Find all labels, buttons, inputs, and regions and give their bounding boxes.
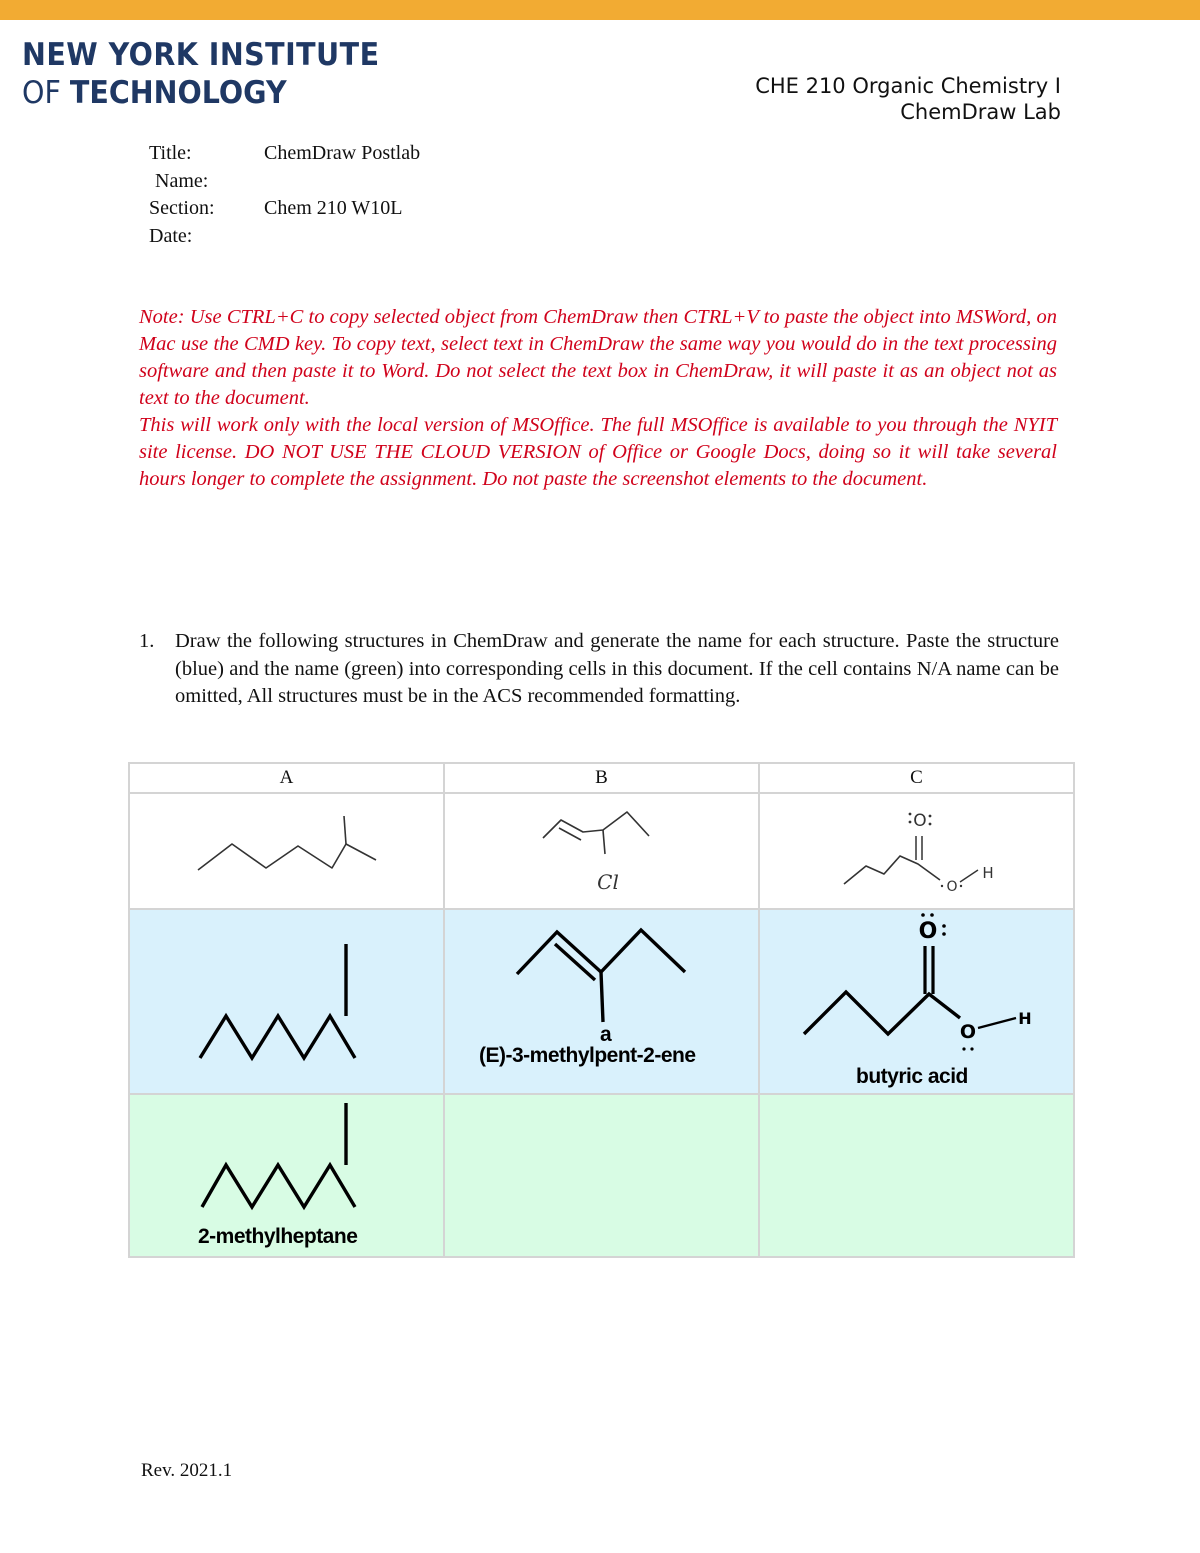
logo-of: OF — [22, 75, 61, 111]
section-label: Section: — [149, 197, 215, 219]
course-title: CHE 210 Organic Chemistry I — [755, 74, 1061, 98]
question-number: 1. — [139, 630, 155, 652]
structure-c-name: butyric acid — [856, 1065, 968, 1088]
logo-line-1: NEW YORK INSTITUTE — [22, 37, 380, 73]
course-subtitle: ChemDraw Lab — [900, 100, 1061, 124]
name-cell-c[interactable] — [759, 1094, 1074, 1257]
instruction-note — [139, 304, 1057, 493]
structure-row — [129, 909, 1074, 1094]
date-label: Date: — [149, 224, 193, 247]
note-paragraph-2: This will work only with the local version of MSOffice. The full MSOffice is available to you through the NYIT site license. DO NOT USE THE CLOUD VERSION of Office or Google Docs, doing so it will take several hours longer to complete the assignment. Do not paste the screenshot elements to the document. — [139, 414, 1057, 490]
hand-drawn-a — [129, 793, 444, 909]
name-cell-a[interactable] — [129, 1094, 444, 1257]
nyit-logo — [22, 36, 411, 112]
hand-drawn-row — [129, 793, 1074, 909]
structures-table — [128, 762, 1075, 1258]
name-cell-b[interactable] — [444, 1094, 759, 1257]
question-text: Draw the following structures in ChemDraw and generate the name for each structure. Paste the structure (blue) and the name (green) into corresponding cells in this document. If the cell contains N/A name can be omitted, All structures must be in the ACS recommended formatting. — [175, 630, 1059, 707]
hand-c-oxygen-top: O — [913, 811, 927, 831]
course-heading — [755, 73, 1061, 125]
structure-cell-c[interactable] — [759, 909, 1074, 1094]
revision-footer: Rev. 2021.1 — [141, 1460, 233, 1481]
structure-cell-b[interactable] — [444, 909, 759, 1094]
logo-technology: TECHNOLOGY — [69, 75, 287, 111]
logo-line-2 — [22, 74, 380, 112]
structure-cell-a[interactable] — [129, 909, 444, 1094]
structure-c-oxygen-top: O — [918, 919, 938, 944]
hand-drawn-structure-b — [445, 794, 758, 908]
structure-c-oxygen-bottom: O — [959, 1021, 977, 1043]
note-paragraph-1: Note: Use CTRL+C to copy selected object from ChemDraw then CTRL+V to paste the object into MSWord, on Mac use the CMD key. To copy text, select text in ChemDraw the same way you would do in the text processing software and then paste it to Word. Do not select the text box in ChemDraw, it will paste it as an object not as text to the document. — [139, 306, 1057, 409]
name-a-label: 2-methylheptane — [198, 1225, 358, 1248]
structure-b-name: (E)-3-methylpent-2-ene — [479, 1044, 696, 1067]
hand-drawn-structure-a — [130, 794, 443, 908]
name-label: Name: — [155, 169, 209, 192]
title-value[interactable]: ChemDraw Postlab — [264, 142, 421, 164]
structure-c-hydrogen: H — [1018, 1009, 1032, 1028]
structure-b-atom-label: a — [600, 1023, 612, 1046]
brand-top-bar — [0, 0, 1200, 20]
hand-b-substituent: Cl — [597, 870, 619, 894]
section-value[interactable]: Chem 210 W10L — [264, 197, 403, 219]
chemdraw-structure-a — [130, 910, 443, 1093]
hand-c-hydrogen: H — [982, 864, 994, 882]
name-row — [129, 1094, 1074, 1257]
column-header-a: A — [129, 763, 444, 793]
hand-drawn-structure-c — [760, 794, 1073, 908]
table-header-row — [129, 763, 1074, 793]
column-header-c: C — [759, 763, 1074, 793]
hand-c-oxygen-bottom: O — [946, 879, 958, 895]
question-1 — [139, 628, 1059, 711]
hand-drawn-c — [759, 793, 1074, 909]
column-header-b: B — [444, 763, 759, 793]
assignment-meta — [149, 140, 420, 250]
title-label: Title: — [149, 142, 192, 164]
hand-drawn-b — [444, 793, 759, 909]
